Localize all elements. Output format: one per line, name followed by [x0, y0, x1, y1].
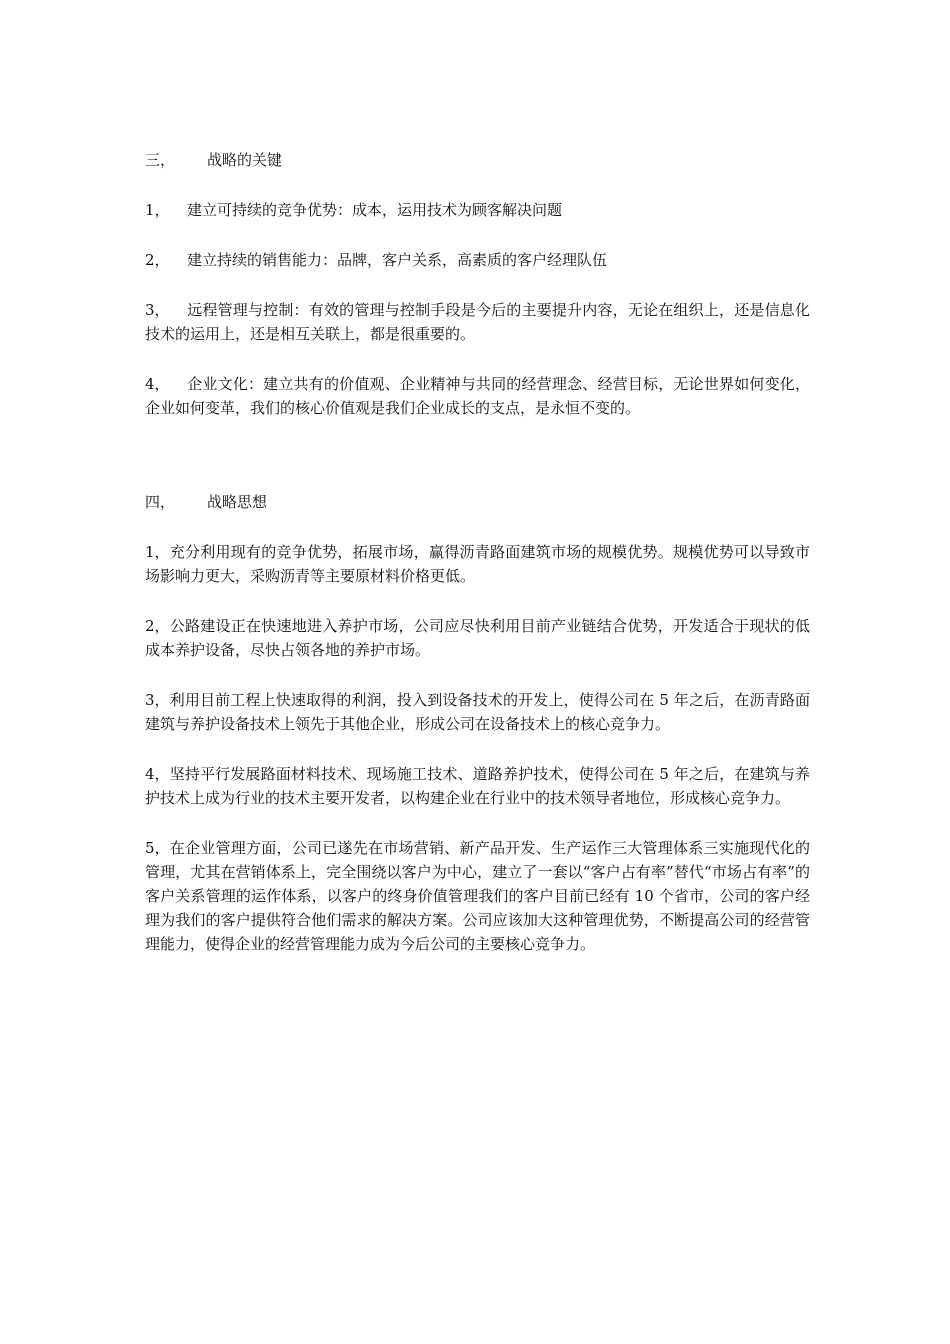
item-number: 1， [145, 543, 170, 561]
section-3-title: 战略的关键 [207, 151, 283, 169]
section-4-number: 四， [145, 493, 176, 511]
item-text: 利用目前工程上快速取得的利润，投入到设备技术的开发上，使得公司在 5 年之后，在沥青路面建筑与养护设备技术上领先于其他企业，形成公司在设备技术上的核心竞争力。 [145, 691, 810, 733]
item-text: 建立持续的销售能力：品牌，客户关系，高素质的客户经理队伍 [187, 251, 608, 269]
item-text: 建立可持续的竞争优势：成本，运用技术为顾客解决问题 [187, 201, 563, 219]
section-4-item-2 [145, 614, 810, 662]
item-number: 1， [145, 201, 170, 219]
section-3-item-4 [145, 372, 810, 420]
item-text: 坚持平行发展路面材料技术、现场施工技术、道路养护技术，使得公司在 5 年之后，在建筑与养护技术上成为行业的技术主要开发者，以构建企业在行业中的技术领导者地位，形成核心竞争力。 [145, 765, 810, 807]
section-4-title: 战略思想 [207, 493, 268, 511]
section-4-heading [145, 490, 810, 514]
section-4-item-1 [145, 540, 810, 588]
section-3-item-2 [145, 248, 810, 272]
item-number: 2， [145, 617, 170, 635]
item-text: 充分利用现有的竞争优势，拓展市场，赢得沥青路面建筑市场的规模优势。规模优势可以导致市场影响力更大，采购沥青等主要原材料价格更低。 [145, 543, 810, 585]
item-number: 2， [145, 251, 170, 269]
section-4-item-3 [145, 688, 810, 736]
item-number: 3， [145, 691, 170, 709]
item-number: 5， [145, 839, 170, 857]
document-page [145, 148, 810, 956]
section-3-item-3 [145, 298, 810, 346]
item-text: 公路建设正在快速地进入养护市场，公司应尽快利用目前产业链结合优势，开发适合于现状的低成本养护设备，尽快占领各地的养护市场。 [145, 617, 810, 659]
item-text: 企业文化：建立共有的价值观、企业精神与共同的经营理念、经营目标，无论世界如何变化，企业如何变革，我们的核心价值观是我们企业成长的支点，是永恒不变的。 [145, 375, 810, 417]
section-3-item-1 [145, 198, 810, 222]
item-number: 3， [145, 301, 170, 319]
section-3-heading [145, 148, 810, 172]
section-4-item-5 [145, 836, 810, 956]
item-text: 在企业管理方面，公司已遂先在市场营销、新产品开发、生产运作三大管理体系三实施现代化的管理，尤其在营销体系上，完全围绕以客户为中心，建立了一套以“客户占有率”替代“市场占有率”的客户关系管理的运作体系，以客户的终身价值管理我们的客户目前已经有 10 个省市，公司的客户经理为我们的客户提供符合他们需求的解决方案。公司应该加大这种管理优势，不断提高公司的经营管理能力，使得企业的经营管理能力成为今后公司的主要核心竞争力。 [145, 839, 810, 953]
section-4-item-4 [145, 762, 810, 810]
item-text: 远程管理与控制：有效的管理与控制手段是今后的主要提升内容，无论在组织上，还是信息化技术的运用上，还是相互关联上，都是很重要的。 [145, 301, 810, 343]
item-number: 4， [145, 375, 170, 393]
section-3-number: 三， [145, 151, 176, 169]
item-number: 4， [145, 765, 170, 783]
